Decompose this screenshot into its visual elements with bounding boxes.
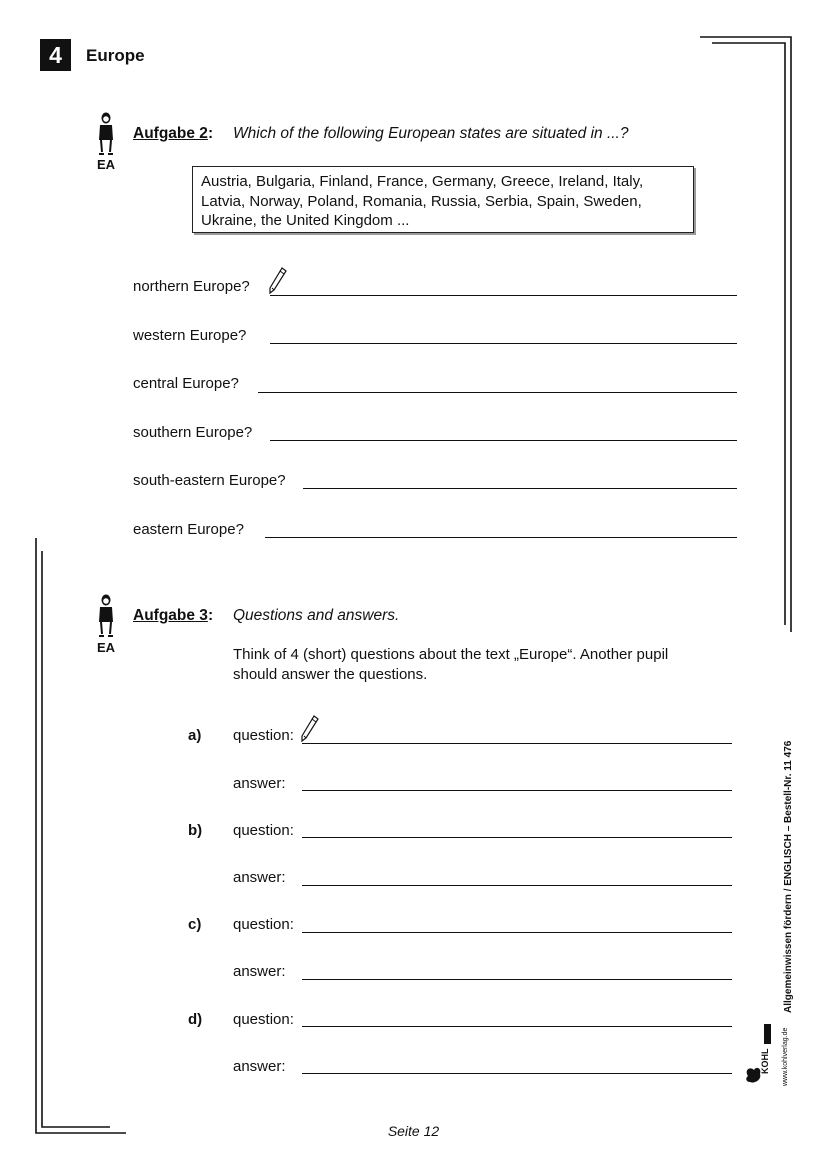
task3-label-text: Aufgabe 3 — [133, 607, 208, 624]
answer-line-c[interactable] — [302, 979, 732, 980]
answer-line-a[interactable] — [302, 790, 732, 791]
publisher-name: KOHL — [760, 1048, 770, 1074]
task3-title: Questions and answers. — [233, 607, 400, 624]
question-line-a[interactable] — [302, 743, 732, 744]
task2-label-text: Aufgabe 2 — [133, 125, 208, 142]
region-label-south-eastern: south-eastern Europe? — [133, 472, 286, 489]
task3-label — [133, 607, 213, 625]
item-letter-a: a) — [188, 727, 202, 744]
country-list-box — [192, 166, 694, 233]
task2-colon: : — [207, 125, 214, 142]
question-label-b: question: — [233, 822, 294, 839]
page-number: Seite 12 — [387, 1123, 440, 1139]
question-line-b[interactable] — [302, 837, 732, 838]
item-letter-b: b) — [188, 822, 203, 839]
question-line-d[interactable] — [302, 1026, 732, 1027]
task3-badge: EA — [97, 640, 116, 655]
answer-line-d[interactable] — [302, 1073, 732, 1074]
answer-line-south-eastern[interactable] — [303, 488, 737, 489]
answer-line-eastern[interactable] — [265, 537, 737, 538]
question-label-d: question: — [233, 1011, 294, 1028]
question-line-c[interactable] — [302, 932, 732, 933]
answer-line-central[interactable] — [258, 392, 737, 393]
region-label-central: central Europe? — [133, 375, 239, 392]
item-letter-d: d) — [188, 1011, 203, 1028]
answer-label-d: answer: — [233, 1058, 286, 1075]
instruction-line: should answer the questions. — [233, 665, 428, 683]
question-label-a: question: — [233, 727, 294, 744]
publisher-url: www.kohlverlag.de — [782, 1027, 789, 1086]
task2-label — [133, 125, 213, 143]
country-line: Ukraine, the United Kingdom ... — [201, 212, 410, 229]
publisher-mark-icon — [742, 1020, 800, 1088]
task3-colon: : — [207, 607, 214, 624]
answer-label-c: answer: — [233, 963, 286, 980]
country-line: Austria, Bulgaria, Finland, France, Germany, Greece, Ireland, Italy, — [201, 173, 644, 190]
region-label-northern: northern Europe? — [133, 278, 250, 295]
person-icon — [96, 594, 116, 640]
chapter-number: 4 — [40, 39, 71, 71]
sidebar-order-text: Allgemeinwissen fördern / ENGLISCH – Bestell-Nr. 11 476 — [783, 740, 794, 1013]
task2-title: Which of the following European states are situated in ...? — [233, 125, 629, 142]
country-line: Latvia, Norway, Poland, Romania, Russia, Serbia, Spain, Sweden, — [201, 192, 642, 210]
answer-line-southern[interactable] — [270, 440, 737, 441]
pencil-icon — [268, 266, 288, 296]
answer-label-b: answer: — [233, 869, 286, 886]
region-label-southern: southern Europe? — [133, 424, 253, 441]
answer-line-b[interactable] — [302, 885, 732, 886]
chapter-title: Europe — [86, 46, 145, 65]
answer-line-northern[interactable] — [270, 295, 737, 296]
pencil-icon — [300, 714, 320, 744]
question-label-c: question: — [233, 916, 294, 933]
task3-instruction — [233, 645, 668, 684]
region-label-eastern: eastern Europe? — [133, 521, 244, 538]
region-label-western: western Europe? — [133, 327, 247, 344]
task2-badge: EA — [97, 157, 116, 172]
answer-label-a: answer: — [233, 775, 286, 792]
answer-line-western[interactable] — [270, 343, 737, 344]
item-letter-c: c) — [188, 916, 202, 933]
publisher-logo — [742, 1020, 800, 1088]
instruction-line: Think of 4 (short) questions about the text „Europe“. Another pupil — [233, 646, 669, 663]
person-icon — [96, 112, 116, 158]
